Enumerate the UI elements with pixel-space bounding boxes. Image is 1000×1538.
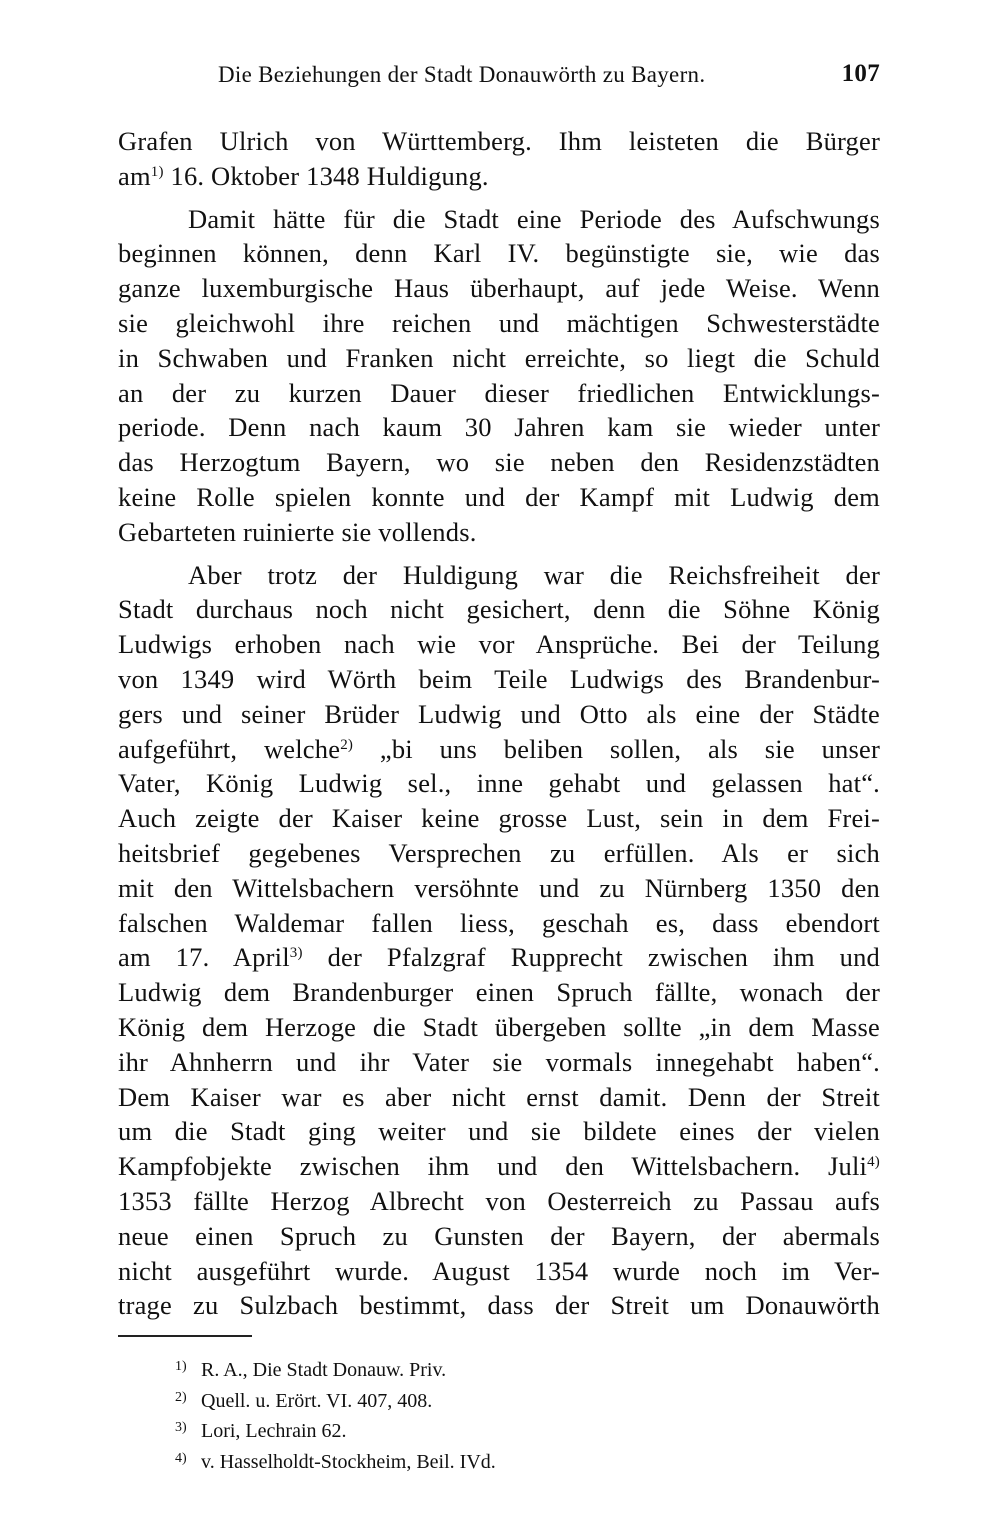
line-text: sie gleichwohl ihre reichen und mächtigen Schwesterstädte: [118, 307, 880, 338]
text-line: [118, 410, 880, 445]
text-line: [118, 445, 880, 480]
line-text-after: 16. Oktober 1348 Huldigung.: [163, 160, 489, 191]
line-text-after: der Pfalzgraf Rupprecht zwischen ihm und: [302, 942, 880, 973]
paragraph: [118, 202, 880, 550]
line-text: 1353 fällte Herzog Albrecht von Oesterreich zu Passau aufs: [118, 1185, 880, 1216]
footnote-text: Quell. u. Erört. VI. 407, 408.: [201, 1389, 433, 1412]
text-line: [118, 1254, 880, 1289]
page-number: 107: [841, 60, 880, 87]
paragraph-gap: [118, 550, 880, 558]
line-text: an der zu kurzen Dauer dieser friedlichen Entwicklungs-: [118, 377, 880, 408]
text-line: [118, 515, 880, 550]
text-line: [118, 697, 880, 732]
line-text: das Herzogtum Bayern, wo sie neben den Residenzstädten: [118, 447, 880, 478]
line-text: um die Stadt ging weiter und sie bildete eines der vielen: [118, 1116, 880, 1147]
footnote-text: R. A., Die Stadt Donauw. Priv.: [201, 1359, 447, 1381]
line-text: heitsbrief gegebenes Versprechen zu erfüllen. Als er sich: [118, 837, 880, 868]
running-head-title: Die Beziehungen der Stadt Donauwörth zu Bayern.: [218, 62, 706, 87]
footnote-text: Lori, Lechrain 62.: [201, 1420, 347, 1442]
text-line: [118, 236, 880, 271]
line-text: aufgeführt, welche: [118, 733, 341, 764]
line-text: trage zu Sulzbach bestimmt, dass der Streit um Donauwörth: [118, 1290, 880, 1321]
footnote: 4) v. Hasselholdt-Stockheim, Beil. IVd.: [175, 1450, 496, 1473]
text-line: [118, 836, 880, 871]
line-text: falschen Waldemar fallen liess, geschah es, dass ebendort: [118, 907, 880, 938]
line-text: periode. Denn nach kaum 30 Jahren kam sie wieder unter: [118, 412, 880, 443]
text-line: [118, 940, 880, 975]
line-text: Grafen Ulrich von Württemberg. Ihm leisteten die Bürger: [118, 126, 880, 156]
text-line: [118, 732, 880, 767]
line-text: Ludwigs erhoben nach wie vor Ansprüche. Bei der Teilung: [118, 629, 880, 660]
line-text: Ludwig dem Brandenburger einen Spruch fällte, wonach der: [118, 977, 880, 1008]
footnote-ref: 3): [289, 945, 303, 962]
paragraph-gap: [118, 194, 880, 202]
line-text: gers und seiner Brüder Ludwig und Otto als eine der Städte: [118, 698, 880, 729]
paragraph: [118, 124, 880, 194]
text-line: [118, 1080, 880, 1115]
line-text: am: [118, 160, 151, 191]
text-line: [118, 801, 880, 836]
text-line: [118, 202, 880, 237]
line-text: Aber trotz der Huldigung war die Reichsfreiheit der: [188, 559, 880, 590]
text-line: [118, 1149, 880, 1184]
footnote-ref: 4): [867, 1154, 880, 1171]
line-text: Vater, König Ludwig sel., inne gehabt und gelassen hat“.: [118, 768, 880, 799]
line-text-after: „bi uns beliben sollen, als sie unser: [353, 733, 880, 764]
paragraph: [118, 558, 880, 1324]
text-line: [118, 1219, 880, 1254]
footnote: 3) Lori, Lechrain 62.: [175, 1420, 347, 1442]
text-line: [118, 1184, 880, 1219]
body-text: [118, 124, 880, 1323]
text-line: [118, 1114, 880, 1149]
text-line: [118, 271, 880, 306]
text-line: [118, 906, 880, 941]
line-text: mit den Wittelsbachern versöhnte und zu Nürnberg 1350 den: [118, 872, 880, 903]
footnote: 1) R. A., Die Stadt Donauw. Priv.: [175, 1359, 447, 1381]
line-text: Auch zeigte der Kaiser keine grosse Lust, sein in dem Frei-: [118, 803, 880, 834]
line-text: Stadt durchaus noch nicht gesichert, denn die Söhne König: [118, 594, 880, 625]
line-text: Dem Kaiser war es aber nicht ernst damit. Denn der Streit: [118, 1081, 880, 1112]
footnote-ref: 1): [150, 163, 164, 180]
line-text: beginnen können, denn Karl IV. begünstigte sie, wie das: [118, 238, 880, 269]
footnotes: [175, 1355, 775, 1477]
text-line: [118, 341, 880, 376]
text-line: [118, 1288, 880, 1323]
text-line: [118, 975, 880, 1010]
line-text: von 1349 wird Wörth beim Teile Ludwigs des Brandenbur-: [118, 663, 880, 694]
line-text: nicht ausgeführt wurde. August 1354 wurde noch im Ver-: [118, 1255, 880, 1286]
footnote-ref: 2): [340, 736, 354, 753]
footnote-text: v. Hasselholdt-Stockheim, Beil. IVd.: [201, 1450, 496, 1473]
text-line: [118, 1010, 880, 1045]
line-text: neue einen Spruch zu Gunsten der Bayern, der abermals: [118, 1220, 880, 1251]
line-text: keine Rolle spielen konnte und der Kampf mit Ludwig dem: [118, 481, 880, 512]
line-text: Damit hätte für die Stadt eine Periode des Aufschwungs: [188, 203, 880, 234]
line-text: ihr Ahnherrn und ihr Vater sie vormals innegehabt haben“.: [118, 1046, 880, 1077]
text-line: [118, 558, 880, 593]
text-line: [118, 627, 880, 662]
text-line: [118, 306, 880, 341]
text-line: [118, 592, 880, 627]
text-line: [118, 124, 880, 159]
line-text: am 17. April: [118, 942, 290, 973]
footnote-divider: [118, 1335, 252, 1337]
line-text: Kampfobjekte zwischen ihm und den Wittelsbachern. Juli: [118, 1151, 868, 1182]
running-head: [118, 60, 880, 92]
text-line: [118, 871, 880, 906]
line-text: Gebarteten ruinierte sie vollends.: [118, 516, 477, 547]
text-line: [118, 662, 880, 697]
footnote: 2) Quell. u. Erört. VI. 407, 408.: [175, 1389, 433, 1412]
text-line: [118, 159, 880, 194]
line-text: ganze luxemburgische Haus überhaupt, auf jede Weise. Wenn: [118, 273, 880, 304]
text-line: [118, 766, 880, 801]
text-line: [118, 376, 880, 411]
text-line: [118, 480, 880, 515]
line-text: in Schwaben und Franken nicht erreichte, so liegt die Schuld: [118, 342, 880, 373]
text-line: [118, 1045, 880, 1080]
line-text: König dem Herzoge die Stadt übergeben sollte „in dem Masse: [118, 1011, 880, 1042]
